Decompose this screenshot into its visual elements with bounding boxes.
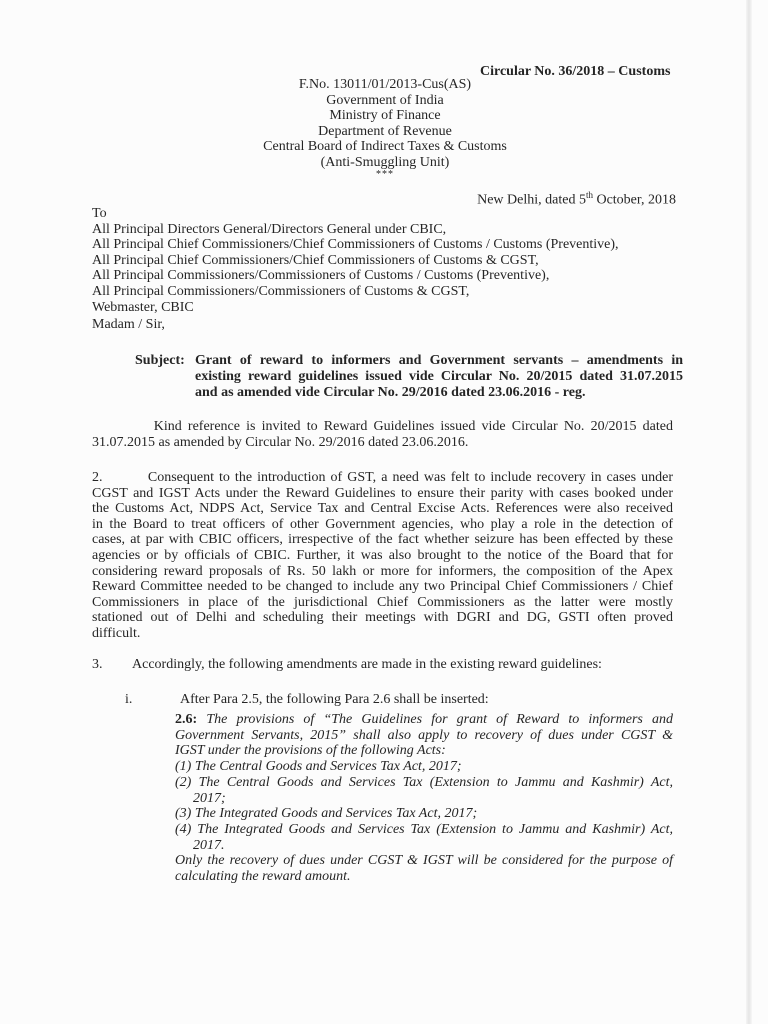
addressee-line: Webmaster, CBIC: [92, 299, 194, 315]
addressee-line: All Principal Directors General/Directors General under CBIC,: [92, 221, 447, 237]
subject-line: Grant of reward to informers and Government servants – amendments in: [195, 353, 683, 368]
paragraph-line: considering reward proposals of Rs. 50 lakh or more for informers, the composition of the Apex: [92, 563, 673, 579]
para-number-label: 2.6:: [175, 712, 198, 727]
act-item: (1) The Central Goods and Services Tax Act, 2017;: [175, 759, 462, 775]
paragraph-line: agencies or by officials of CBIC. Further, it was also brought to the notice of the Board that for: [92, 547, 673, 563]
header-separator: ***: [376, 168, 394, 180]
paragraph-line: in the Board to treat officers of other Government agencies, who play a role in the detection of: [92, 516, 673, 532]
subject-line: existing reward guidelines issued vide Circular No. 20/2015 dated 31.07.2015: [195, 369, 683, 384]
board-line: Central Board of Indirect Taxes & Customs: [263, 139, 507, 155]
quote-line: Only the recovery of dues under CGST & IGST will be considered for the purpose of: [175, 853, 673, 869]
reference-paragraph: [92, 419, 673, 450]
paragraph-line: Reward Committee needed to be changed to include any two Principal Chief Commissioners / Chief: [92, 579, 673, 595]
paragraph-2: [92, 470, 673, 642]
letterhead: [180, 77, 590, 179]
paragraph-line: stationed out of Delhi and scheduling their meetings with DGRI and DG, GSTI often proved: [92, 610, 673, 626]
addressee-line: All Principal Commissioners/Commissioners of Customs / Customs (Preventive),: [92, 268, 550, 284]
quote-line: Government Servants, 2015” shall also apply to recovery of dues under CGST &: [175, 727, 673, 743]
act-item-continuation: 2017;: [193, 790, 226, 806]
item-text: After Para 2.5, the following Para 2.6 shall be inserted:: [180, 692, 489, 707]
addressee-block: [92, 206, 619, 315]
scan-edge-line: [746, 0, 752, 1024]
paragraph-line: difficult.: [92, 625, 141, 641]
quote-line: IGST under the provisions of the following Acts:: [175, 743, 446, 759]
date-suffix: October, 2018: [592, 192, 676, 208]
unit-line: (Anti-Smuggling Unit): [320, 154, 450, 170]
inserted-para-2-6: [175, 712, 673, 885]
act-item: (2) The Central Goods and Services Tax (Extension to Jammu and Kashmir) Act,: [175, 774, 673, 790]
paragraph-3-number: 3.: [92, 657, 103, 672]
government-line: Government of India: [326, 92, 444, 108]
act-item-continuation: 2017.: [193, 837, 225, 853]
item-number: i.: [125, 692, 133, 707]
addressee-line: All Principal Chief Commissioners/Chief Commissioners of Customs / Customs (Preventive),: [92, 237, 619, 253]
date-ordinal: th: [585, 190, 593, 200]
paragraph-3-text: Accordingly, the following amendments are made in the existing reward guidelines:: [132, 657, 602, 672]
quote-line: calculating the reward amount.: [175, 869, 351, 885]
department-line: Department of Revenue: [318, 123, 452, 139]
addressee-line: All Principal Commissioners/Commissioners of Customs & CGST,: [92, 283, 470, 299]
paragraph-line: CGST and IGST Acts under the Reward Guidelines to ensure their parity with cases booked under: [92, 485, 673, 501]
paragraph-line: Kind reference is invited to Reward Guidelines issued vide Circular No. 20/2015 dated: [92, 419, 673, 434]
circular-number: Circular No. 36/2018 – Customs: [480, 64, 671, 79]
date-prefix: New Delhi, dated 5: [477, 192, 586, 208]
subject-label: Subject:: [135, 353, 185, 368]
act-item: (3) The Integrated Goods and Services Tax Act, 2017;: [175, 806, 478, 822]
paragraph-line: 2. Consequent to the introduction of GST, a need was felt to include recovery in cases under: [92, 470, 673, 485]
salutation: Madam / Sir,: [92, 317, 165, 332]
subject-line: and as amended vide Circular No. 29/2016 dated 23.06.2016 - reg.: [195, 385, 586, 400]
file-number: F.No. 13011/01/2013-Cus(AS): [298, 77, 472, 92]
paragraph-line: the Customs Act, NDPS Act, Service Tax and Central Excise Acts. References were also received: [92, 501, 673, 517]
to-label: To: [92, 206, 107, 221]
addressee-line: All Principal Chief Commissioners/Chief Commissioners of Customs & CGST,: [92, 252, 539, 268]
quote-line: [175, 712, 673, 728]
subject-text: [195, 353, 683, 401]
paragraph-line: Commissioners in place of the jurisdictional Chief Commissioners as the latter were mostly: [92, 594, 673, 610]
quote-text: The provisions of “The Guidelines for grant of Reward to informers and: [197, 712, 673, 727]
ministry-line: Ministry of Finance: [329, 108, 441, 124]
paragraph-line: 31.07.2015 as amended by Circular No. 29/2016 dated 23.06.2016.: [92, 434, 469, 450]
act-item: (4) The Integrated Goods and Services Tax (Extension to Jammu and Kashmir) Act,: [175, 821, 673, 837]
paragraph-line: cases, at par with CBIC officers, irrespective of the fact whether seizure has been effected by these: [92, 532, 673, 548]
